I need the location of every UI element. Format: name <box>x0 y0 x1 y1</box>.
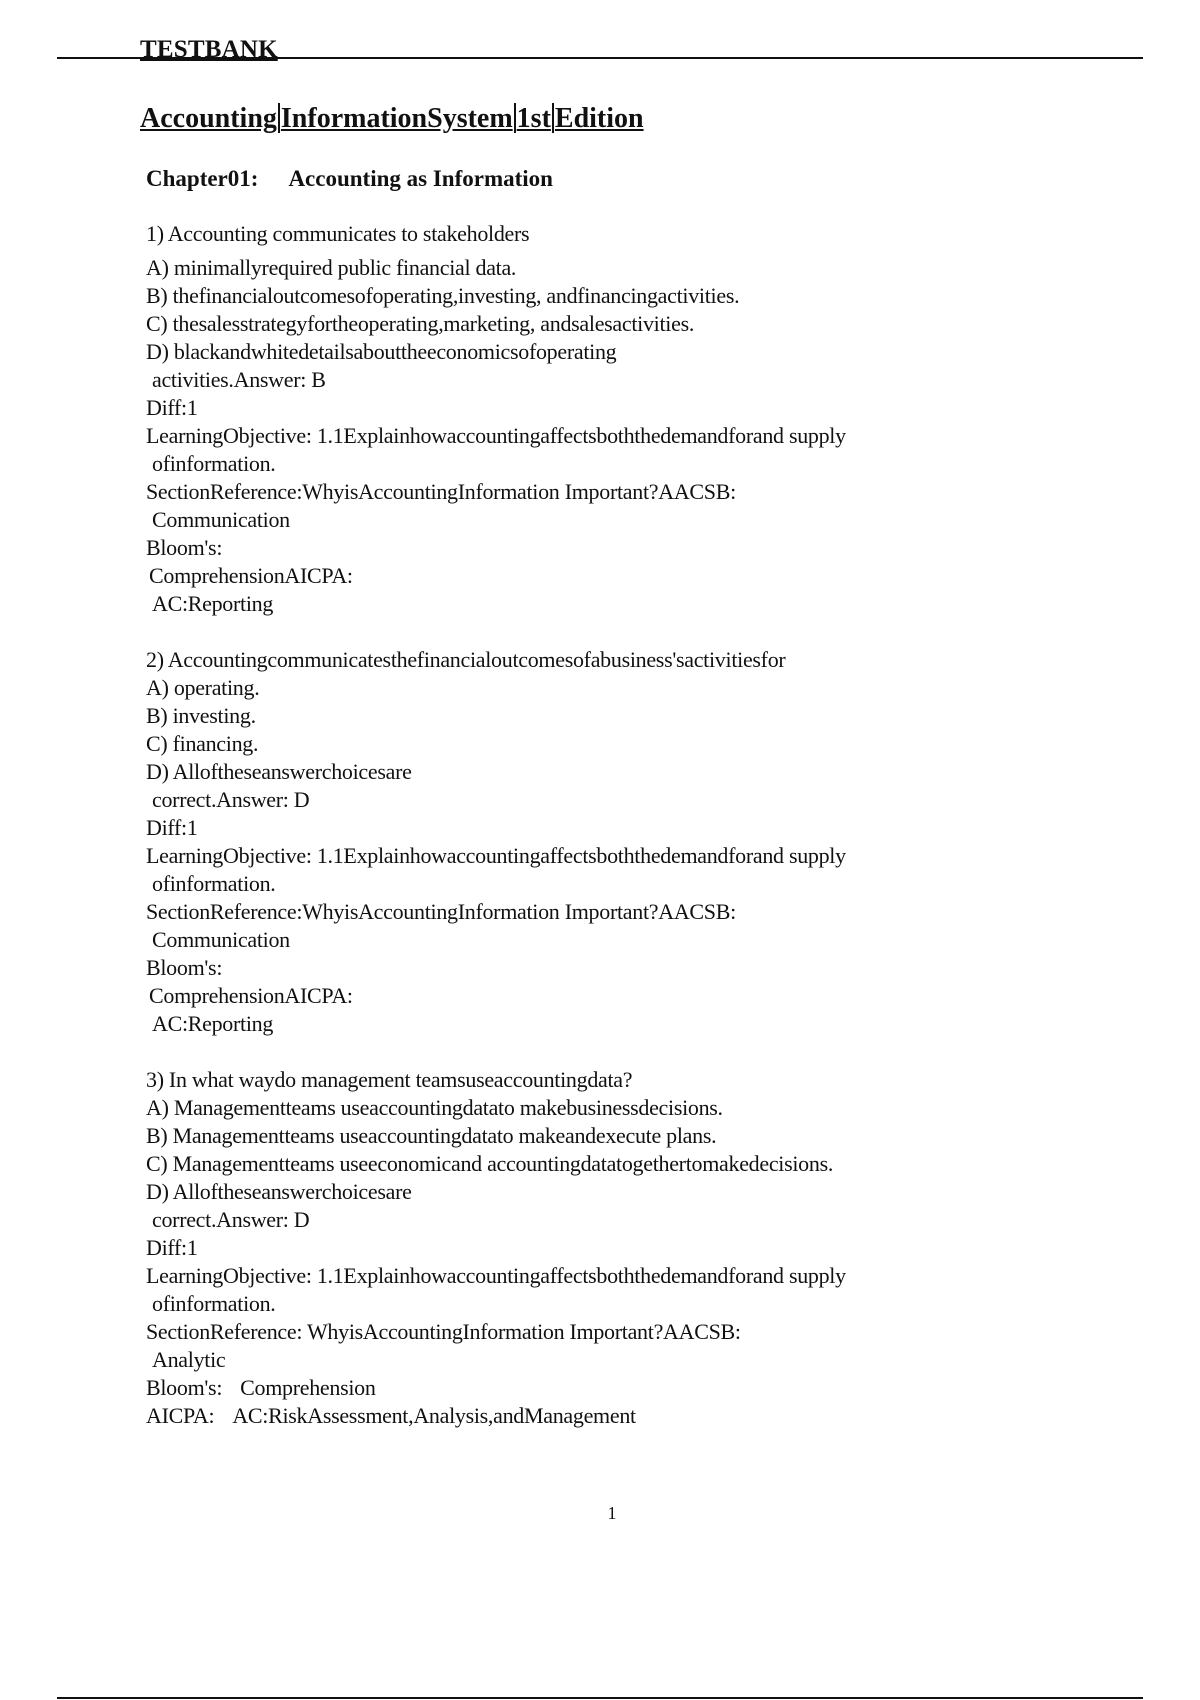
answer-line: correct.Answer: D <box>152 1207 310 1232</box>
choice-c: C) Managementteams useeconomicand accountingdatatogethertomakedecisions. <box>146 1151 834 1176</box>
footer-rule <box>57 1697 1143 1699</box>
learning-objective-cont: ofinformation. <box>152 451 276 476</box>
title-part-2: InformationSystem <box>280 103 513 134</box>
chapter-heading <box>146 166 553 192</box>
difficulty: Diff:1 <box>146 395 198 420</box>
section-reference: SectionReference: WhyisAccountingInformation Important?AACSB: <box>146 1319 741 1344</box>
answer-line: activities.Answer: B <box>152 367 326 392</box>
question-3 <box>146 1066 1146 1430</box>
choice-d: D) Alloftheseanswerchoicesare <box>146 759 412 784</box>
chapter-title: Accounting as Information <box>288 166 553 191</box>
aicpa-label: AICPA: <box>146 1403 215 1428</box>
learning-objective: LearningObjective: 1.1Explainhowaccountingaffectsboththedemandforand supply <box>146 843 846 868</box>
page-number: 1 <box>607 1503 617 1523</box>
aacsb-value: Analytic <box>152 1347 226 1372</box>
question-stem: 1) Accounting communicates to stakeholders <box>146 221 530 246</box>
aicpa-value: AC:Reporting <box>152 591 274 616</box>
aicpa-value: AC:RiskAssessment,Analysis,andManagement <box>232 1403 636 1428</box>
title-part-4: Edition <box>554 103 644 134</box>
title-part-3: 1st <box>516 103 551 134</box>
learning-objective: LearningObjective: 1.1Explainhowaccountingaffectsboththedemandforand supply <box>146 1263 846 1288</box>
question-stem: 3) In what waydo management teamsuseaccountingdata? <box>146 1067 633 1092</box>
comprehension-aicpa: ComprehensionAICPA: <box>149 563 353 588</box>
testbank-header: TESTBANK <box>140 36 278 63</box>
learning-objective: LearningObjective: 1.1Explainhowaccountingaffectsboththedemandforand supply <box>146 423 846 448</box>
aacsb-value: Communication <box>152 507 290 532</box>
choice-d: D) Alloftheseanswerchoicesare <box>146 1179 412 1204</box>
difficulty: Diff:1 <box>146 1235 198 1260</box>
question-stem: 2) Accountingcommunicatesthefinancialoutcomesofabusiness'sactivitiesfor <box>146 647 786 672</box>
chapter-label: Chapter01: <box>146 166 259 191</box>
choice-d: D) blackandwhitedetailsabouttheeconomicsofoperating <box>146 339 617 364</box>
choice-a: A) operating. <box>146 675 260 700</box>
learning-objective-cont: ofinformation. <box>152 871 276 896</box>
choice-b: B) investing. <box>146 703 256 728</box>
choice-b: B) Managementteams useaccountingdatato makeandexecute plans. <box>146 1123 717 1148</box>
blooms-label: Bloom's: <box>146 955 223 980</box>
answer-line: correct.Answer: D <box>152 787 310 812</box>
aicpa-line <box>146 1402 1146 1430</box>
learning-objective-cont: ofinformation. <box>152 1291 276 1316</box>
comprehension-aicpa: ComprehensionAICPA: <box>149 983 353 1008</box>
section-reference: SectionReference:WhyisAccountingInformation Important?AACSB: <box>146 479 736 504</box>
question-list <box>146 220 1146 1458</box>
document-title <box>140 103 644 135</box>
choice-c: C) financing. <box>146 731 259 756</box>
title-separator <box>278 103 280 133</box>
choice-a: A) Managementteams useaccountingdatato makebusinessdecisions. <box>146 1095 723 1120</box>
question-2 <box>146 646 1146 1038</box>
choice-b: B) thefinancialoutcomesofoperating,investing, andfinancingactivities. <box>146 283 740 308</box>
aicpa-value: AC:Reporting <box>152 1011 274 1036</box>
section-reference: SectionReference:WhyisAccountingInformation Important?AACSB: <box>146 899 736 924</box>
blooms-value: Comprehension <box>240 1375 376 1400</box>
title-separator <box>552 103 554 133</box>
title-part-1: Accounting <box>140 103 277 134</box>
blooms-label: Bloom's: <box>146 535 223 560</box>
difficulty: Diff:1 <box>146 815 198 840</box>
aacsb-value: Communication <box>152 927 290 952</box>
choice-c: C) thesalesstrategyfortheoperating,marketing, andsalesactivities. <box>146 311 695 336</box>
blooms-label: Bloom's: <box>146 1375 223 1400</box>
choice-a: A) minimallyrequired public financial data. <box>146 255 517 280</box>
blooms-line <box>146 1374 1146 1402</box>
title-separator <box>514 103 516 133</box>
question-1 <box>146 220 1146 618</box>
